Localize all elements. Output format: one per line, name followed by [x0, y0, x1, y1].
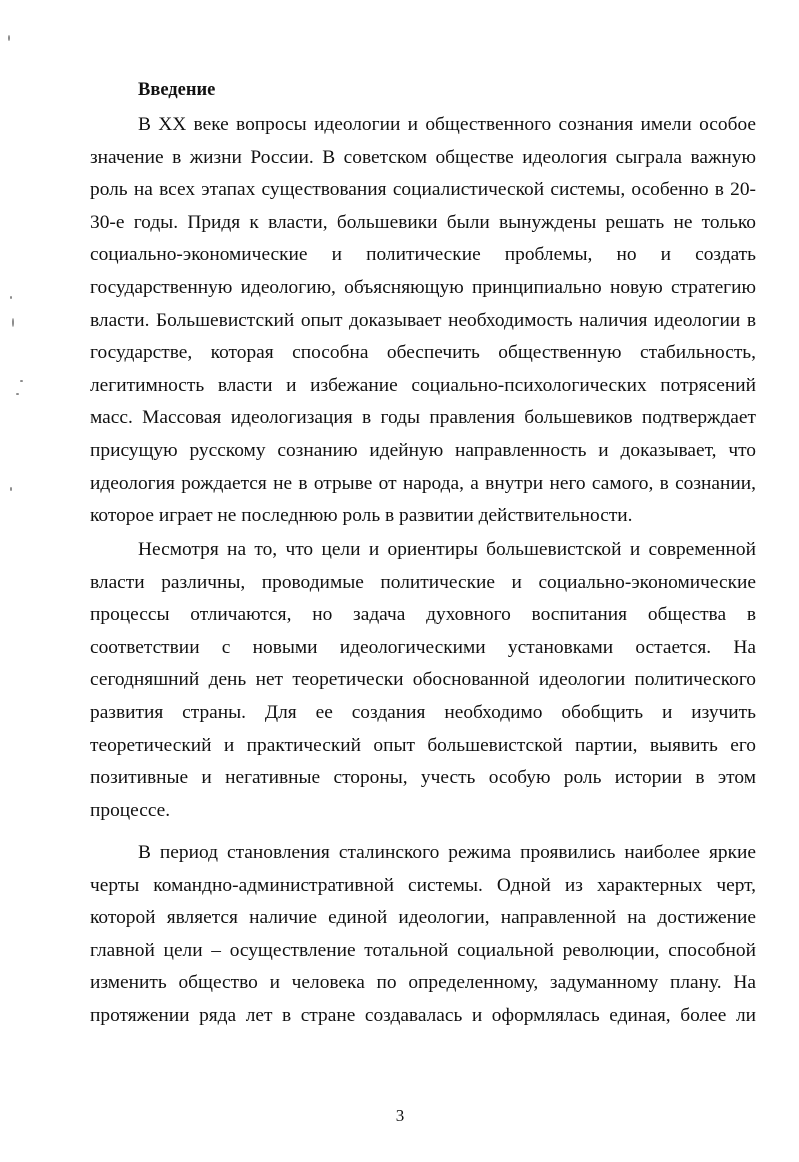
- text-line: сегодняшний день нет теоретически обоснованной идеологии политического: [90, 669, 756, 691]
- text-line: которое играет не последнюю роль в развитии действительности.: [90, 505, 633, 527]
- text-line: В XX веке вопросы идеологии и общественного сознания имели особое: [138, 114, 756, 135]
- text-line: власти различны, проводимые политические и социально-экономические: [90, 571, 756, 593]
- text-line: изменить общество и человека по определенному, задуманному плану. На: [90, 972, 756, 994]
- text-line: легитимность власти и избежание социально-психологических потрясений: [90, 374, 756, 396]
- paragraph-3: [90, 837, 756, 1033]
- page-number: 3: [395, 1106, 405, 1125]
- text-line: процессы отличаются, но задача духовного воспитания общества в: [90, 604, 756, 626]
- text-line: государственную идеологию, объясняющую принципиально новую стратегию: [90, 276, 756, 298]
- text-line: черты командно-административной системы. Одной из характерных черт,: [90, 874, 756, 896]
- text-line: позитивные и негативные стороны, учесть особую роль истории в этом: [90, 767, 756, 789]
- text-line: процессе.: [90, 799, 171, 821]
- text-line: власти. Большевистский опыт доказывает необходимость наличия идеологии в: [90, 309, 756, 331]
- text-line: развития страны. Для ее создания необходимо обобщить и изучить: [90, 701, 756, 723]
- text-line: которой является наличие единой идеологии, направленной на достижение: [90, 907, 756, 929]
- scan-speck: [10, 296, 12, 299]
- paragraph-2: [90, 534, 756, 827]
- text-line: роль на всех этапах существования социалистической системы, особенно в 20-: [90, 179, 756, 201]
- text-line: главной цели – осуществление тотальной социальной революции, способной: [90, 939, 756, 961]
- scan-speck: [10, 487, 12, 491]
- text-line: государстве, которая способна обеспечить общественную стабильность,: [90, 342, 756, 364]
- scan-speck: [20, 380, 23, 382]
- text-line: масс. Массовая идеологизация в годы правления большевиков подтверждает: [90, 407, 756, 429]
- text-line: идеология рождается не в отрыве от народа, а внутри него самого, в сознании,: [90, 472, 756, 494]
- text-line: Несмотря на то, что цели и ориентиры большевистской и современной: [138, 539, 756, 560]
- text-line: В период становления сталинского режима проявились наиболее яркие: [138, 842, 756, 863]
- text-line: социально-экономические и политические проблемы, но и создать: [90, 244, 756, 266]
- text-line: теоретический и практический опыт большевистской партии, выявить его: [90, 734, 756, 756]
- scan-speck: [8, 35, 10, 41]
- scan-speck: [12, 318, 14, 327]
- text-line: присущую русскому сознанию идейную направленность и доказывает, что: [90, 439, 756, 461]
- section-heading: Введение: [138, 80, 216, 100]
- text-line: 30-е годы. Придя к власти, большевики были вынуждены решать не только: [90, 211, 756, 233]
- scan-speck: [16, 393, 19, 395]
- paragraph-1: [90, 109, 756, 533]
- text-line: соответствии с новыми идеологическими установками остается. На: [90, 636, 756, 658]
- text-line: значение в жизни России. В советском обществе идеология сыграла важную: [90, 146, 756, 168]
- text-line: протяжении ряда лет в стране создавалась и оформлялась единая, более ли: [90, 1004, 756, 1026]
